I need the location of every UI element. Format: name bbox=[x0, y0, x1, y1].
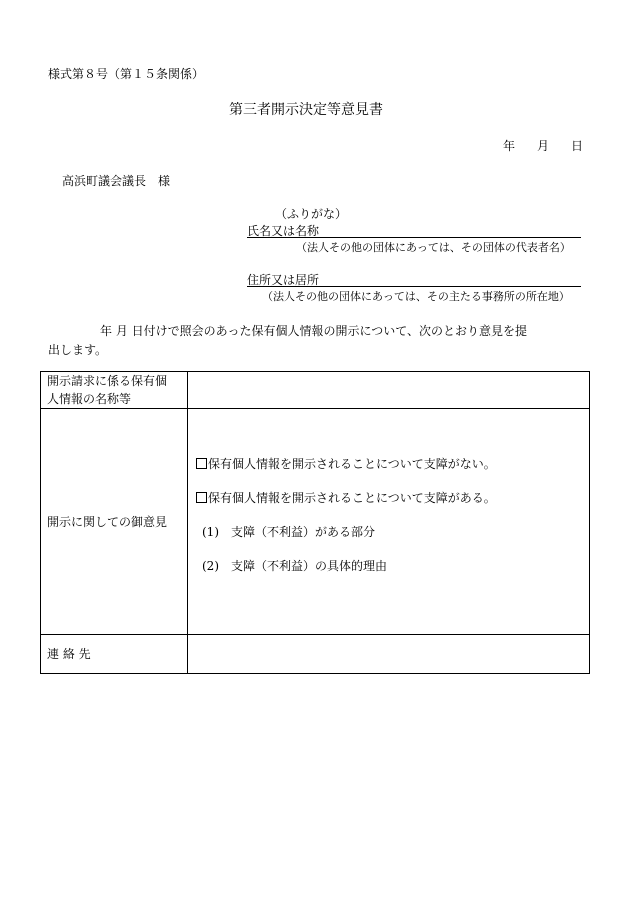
date-day: 日 bbox=[571, 139, 584, 153]
checkbox-issue[interactable] bbox=[196, 492, 207, 503]
name-label: 氏名又は名称 bbox=[247, 224, 320, 238]
opinion-table bbox=[40, 371, 590, 674]
checkbox-no-issue[interactable] bbox=[196, 458, 207, 469]
date-month: 月 bbox=[537, 139, 550, 153]
opinion-label: 開示に関しての御意見 bbox=[41, 409, 188, 635]
info-name-label-line1: 開示請求に係る保有個 bbox=[47, 374, 168, 388]
option-no-issue-label: 保有個人情報を開示されることについて支障がない。 bbox=[208, 457, 496, 471]
table-row-contact bbox=[41, 635, 590, 674]
contact-cell[interactable] bbox=[188, 635, 590, 674]
address-underline bbox=[247, 286, 581, 287]
table-row-info-name bbox=[41, 372, 590, 409]
item-affected-part: (1) 支障（不利益）がある部分 bbox=[202, 525, 375, 539]
name-underline bbox=[247, 237, 581, 238]
body-text-line1: 年 月 日付けで照会のあった保有個人情報の開示について、次のとおり意見を提 bbox=[100, 324, 528, 338]
info-name-label bbox=[41, 372, 188, 409]
contact-label: 連 絡 先 bbox=[41, 635, 188, 674]
info-name-cell[interactable] bbox=[188, 372, 590, 409]
furigana-label: （ふりがな） bbox=[275, 207, 348, 221]
option-issue-label: 保有個人情報を開示されることについて支障がある。 bbox=[208, 491, 496, 505]
option-no-issue[interactable] bbox=[196, 455, 496, 472]
item-specific-reason: (2) 支障（不利益）の具体的理由 bbox=[202, 559, 387, 573]
opinion-cell bbox=[188, 409, 590, 635]
name-note: （法人その他の団体にあっては、その団体の代表者名） bbox=[296, 241, 571, 254]
option-issue[interactable] bbox=[196, 489, 496, 506]
info-name-label-line2: 人情報の名称等 bbox=[47, 392, 132, 406]
addressee: 高浜町議会議長 様 bbox=[62, 174, 171, 188]
document-title: 第三者開示決定等意見書 bbox=[229, 102, 383, 118]
form-number: 様式第８号（第１５条関係） bbox=[48, 67, 205, 81]
table-row-opinion bbox=[41, 409, 590, 635]
address-label: 住所又は居所 bbox=[247, 273, 320, 287]
body-text-line2: 出します。 bbox=[48, 343, 108, 357]
address-note: （法人その他の団体にあっては、その主たる事務所の所在地） bbox=[262, 290, 570, 303]
date-year: 年 bbox=[503, 139, 516, 153]
